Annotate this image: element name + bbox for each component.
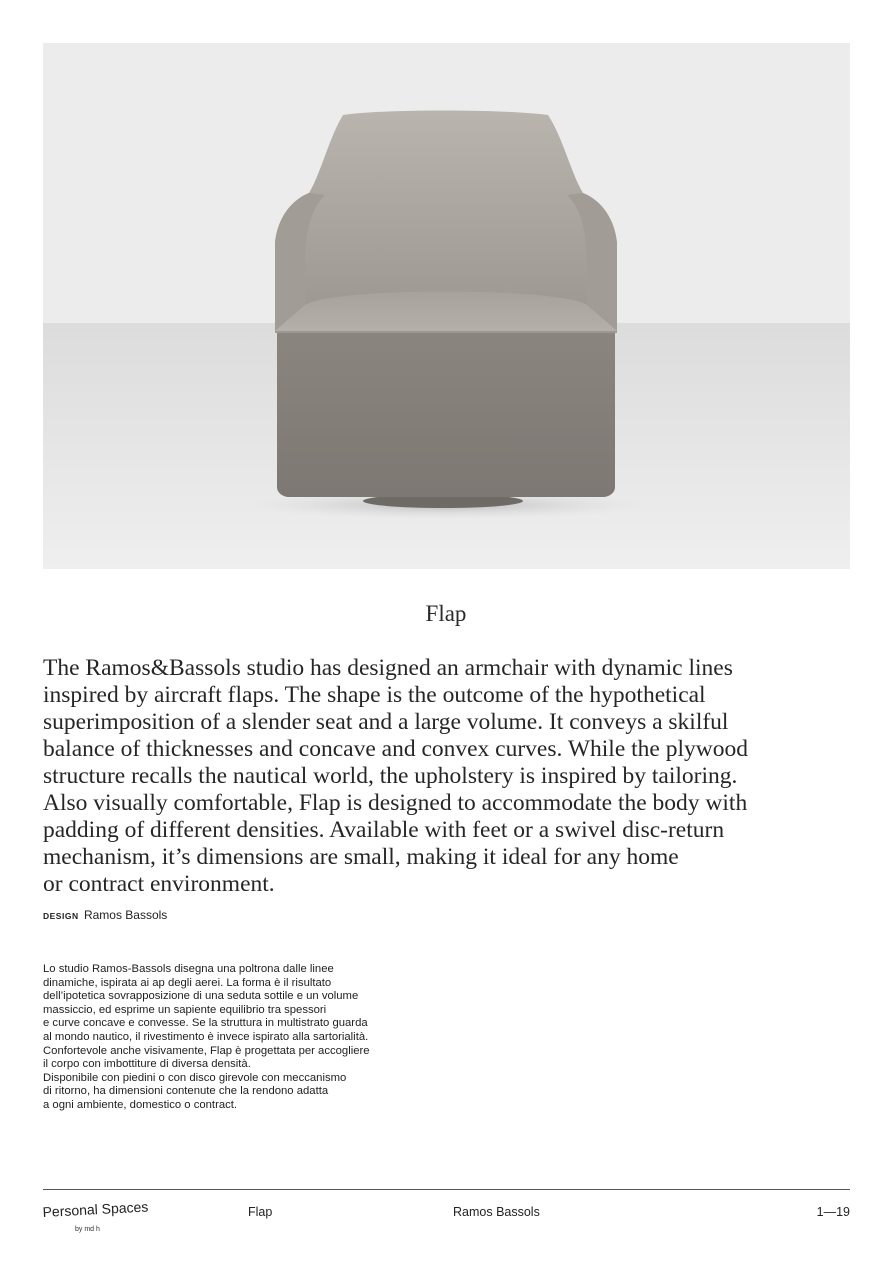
brand-logo: [42, 1198, 153, 1240]
description-english: The Ramos&Bassols studio has designed an armchair with dynamic lines inspired by aircraft flaps. The shape is the outcome of the hypothetical superimposition of a slender seat and a large volume. It conveys a skilful balance of thicknesses and concave and convex curves. While the plywood structure recalls the nautical world, the upholstery is inspired by tailoring. Also visually comfortable, Flap is designed to accommodate the body with padding of different densities. Available with feet or a swivel disc-return mechanism, it’s dimensions are small, making it ideal for any home or contract environment.: [43, 655, 748, 897]
product-title: Flap: [425, 601, 467, 626]
brand-logo-sub: by md h: [75, 1226, 100, 1233]
design-credit-value: Ramos Bassols: [83, 908, 168, 922]
page-number: 1—19: [816, 1205, 850, 1219]
footer-product-name: Flap: [248, 1205, 273, 1219]
footer-designer: Ramos Bassols: [453, 1205, 540, 1219]
product-photo: [43, 43, 850, 569]
design-credit: [43, 908, 167, 922]
design-credit-label: DESIGN: [43, 911, 79, 921]
armchair-photo: [43, 43, 850, 569]
description-italian: Lo studio Ramos-Bassols disegna una poltrona dalle linee dinamiche, ispirata ai ap degli aerei. La forma è il risultato dell’ipotetica sovrapposizione di una seduta sottile e un volume massiccio, ed esprime un sapiente equilibrio tra spessori e curve concave e convesse. Se la struttura in multistrato guarda al mondo nautico, il rivestimento è invece ispirato alla sartorialità. Confortevole anche visivamente, Flap è progettata per accogliere il corpo con imbottiture di diversa densità. Disponibile con piedini o con disco girevole con meccanismo di ritorno, ha dimensioni contenute che la rendono adatta a ogni ambiente, domestico o contract.: [43, 963, 370, 1111]
footer-divider: [43, 1189, 850, 1190]
brand-logo-main: Personal Spaces: [42, 1198, 149, 1220]
